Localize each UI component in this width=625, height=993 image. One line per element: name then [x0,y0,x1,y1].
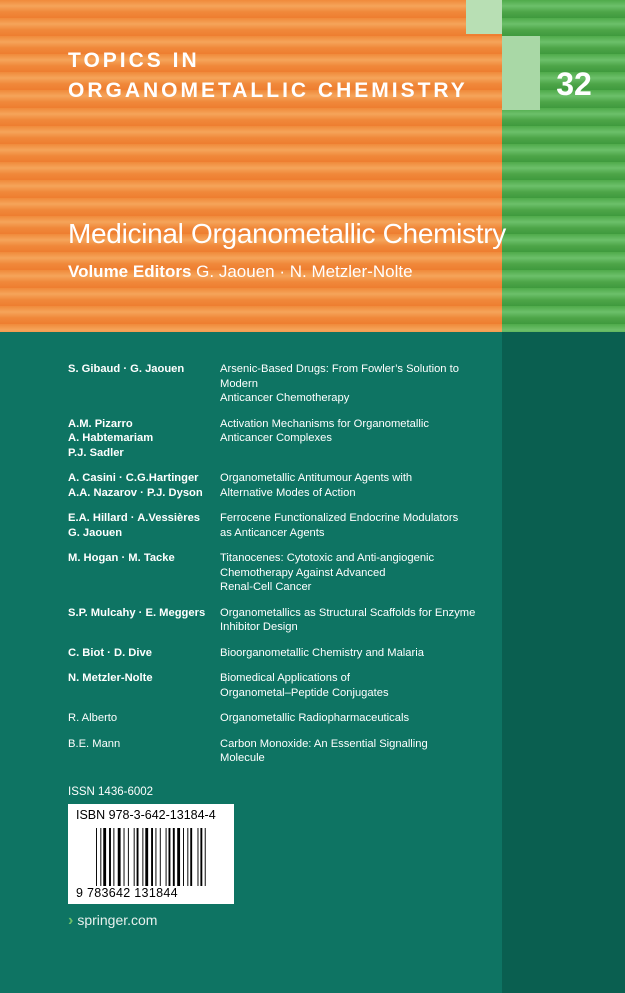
barcode-bar [198,828,199,886]
chapter-author-line: A.A. Nazarov · P.J. Dyson [68,486,203,499]
chapter-authors [68,511,220,540]
toc-entry [68,417,498,461]
chapter-title-line: Arsenic-Based Drugs: From Fowler’s Solution to Modern [220,363,459,390]
barcode-bar [205,828,206,886]
chapter-title-line: Organometallic Radiopharmaceuticals [220,712,410,724]
chapter-title-line: Ferrocene Functionalized Endocrine Modulators [220,512,459,524]
toc-entry [68,471,498,500]
chapter-author-line: S. Gibaud · G. Jaouen [68,363,185,375]
chapter-title [220,471,488,500]
barcode-bar [103,828,106,886]
barcode-bar [142,828,143,886]
toc-entry [68,606,498,635]
volume-number: 32 [556,66,592,102]
chapter-title-line: Anticancer Chemotherapy [220,392,350,404]
barcode-bar [145,828,148,886]
barcode-digits: 9 783642 131844 [76,886,178,900]
chapter-title-line: Alternative Modes of Action [220,486,356,499]
chapter-author-line: E.A. Hillard · A.Vessières [68,512,201,524]
toc-entry [68,551,498,595]
chapter-title-line: Organometal–Peptide Conjugates [220,686,389,699]
teal-right-strip [502,332,625,993]
publisher-link[interactable] [68,912,157,930]
chapter-title [220,362,488,406]
editors-label: Volume Editors [68,262,192,281]
chapter-title-line: Organometallics as Structural Scaffolds for Enzyme [220,606,476,619]
barcode-bar [96,828,97,886]
chapter-title-line: Carbon Monoxide: An Essential Signalling [220,737,428,750]
chapter-author-line: S.P. Mulcahy · E. Meggers [68,606,206,619]
barcode-bar [109,828,111,886]
chapter-authors [68,671,220,700]
editors-names: G. Jaouen · N. Metzler-Nolte [196,262,413,281]
decorative-square [502,36,540,110]
chapter-author-line: P.J. Sadler [68,446,124,459]
chapter-author-line: M. Hogan · M. Tacke [68,552,175,564]
chapter-title-line: Molecule [220,752,265,764]
chapter-author-line: B.E. Mann [68,737,121,750]
toc-entry [68,737,498,766]
chapter-title-line: Biomedical Applications of [220,672,350,684]
toc-entry [68,362,498,406]
chapter-title-line: Bioorganometallic Chemistry and Malaria [220,646,424,659]
chapter-authors [68,471,220,500]
barcode-bar [169,828,171,886]
chapter-authors [68,606,220,635]
chapter-authors [68,417,220,461]
toc-entry [68,511,498,540]
chapter-title-line: Activation Mechanisms for Organometallic [220,417,429,430]
chapter-title [220,606,488,635]
series-title [68,46,468,106]
chapter-title-line: Titanocenes: Cytotoxic and Anti-angiogenic [220,552,435,564]
chapter-author-line: A. Casini · C.G.Hartinger [68,472,199,484]
barcode-bar [160,828,161,886]
chapter-title-line: Chemotherapy Against Advanced [220,566,386,579]
publisher-name: springer.com [77,912,158,928]
barcode-bar [118,828,121,886]
chapter-author-line: G. Jaouen [68,526,123,539]
volume-editors [68,262,413,282]
issn-number: ISSN 1436-6002 [68,786,154,798]
toc-entry [68,711,498,726]
barcode-bar [183,828,184,886]
chapter-author-line: C. Biot · D. Dive [68,646,152,659]
chapter-title-line: Organometallic Antitumour Agents with [220,472,413,484]
barcode-bar [151,828,153,886]
table-of-contents [68,362,498,777]
chapter-title [220,417,488,461]
barcode-icon [96,828,226,886]
chapter-title [220,671,488,700]
barcode-bar [200,828,202,886]
barcode-panel [68,804,234,904]
chapter-title [220,551,488,595]
chapter-author-line: A.M. Pizarro [68,417,133,430]
chapter-title-line: Renal-Cell Cancer [220,581,312,593]
chapter-title-line: Inhibitor Design [220,621,298,633]
chapter-authors [68,362,220,406]
chapter-author-line: A. Habtemariam [68,432,154,444]
series-title-line1: TOPICS IN [68,49,200,72]
decorative-square [466,0,502,34]
chapter-title [220,646,488,661]
barcode-bar [137,828,139,886]
chapter-author-line: N. Metzler-Nolte [68,672,153,684]
barcode-bar [187,828,188,886]
toc-entry [68,646,498,661]
chapter-title-line: Anticancer Complexes [220,432,332,444]
chapter-authors [68,551,220,595]
toc-entry [68,671,498,700]
chapter-title [220,737,488,766]
barcode-bar [166,828,167,886]
chapter-title [220,711,488,726]
barcode-bar [113,828,114,886]
isbn-number: ISBN 978-3-642-13184-4 [76,808,216,822]
chapter-title-line: as Anticancer Agents [220,526,325,539]
barcode-bar [100,828,101,886]
chapter-title [220,511,488,540]
chapter-authors [68,711,220,726]
chapter-author-line: R. Alberto [68,712,118,724]
barcode-bar [124,828,125,886]
barcode-bar [134,828,135,886]
chapter-authors [68,646,220,661]
chapter-authors [68,737,220,766]
book-title: Medicinal Organometallic Chemistry [68,218,506,249]
barcode-bar [177,828,180,886]
barcode-bar [173,828,175,886]
barcode-bar [128,828,129,886]
series-title-line2: ORGANOMETALLIC CHEMISTRY [68,79,468,102]
chevron-right-icon: › [68,912,74,929]
barcode-bar [155,828,156,886]
barcode-bar [190,828,192,886]
